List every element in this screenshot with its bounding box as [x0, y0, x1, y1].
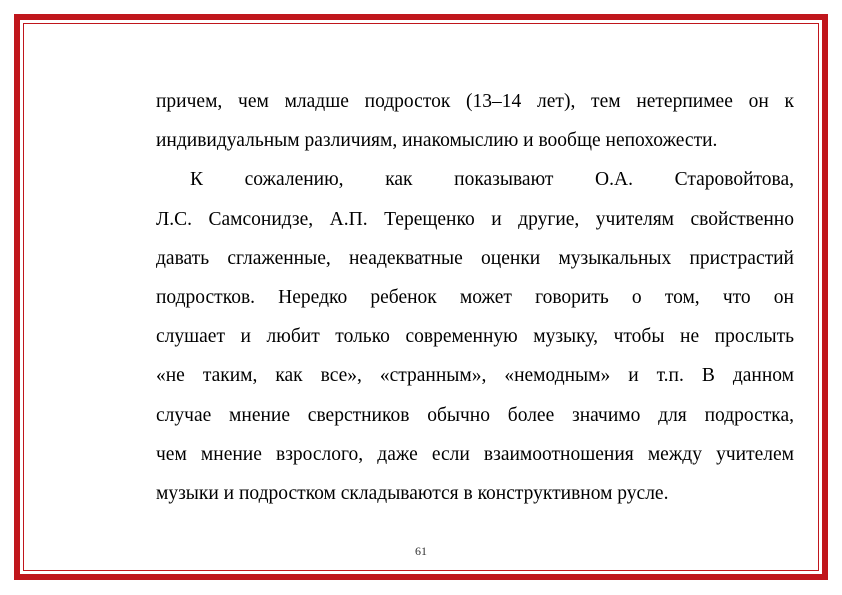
text-line-1: причем, чем младше подросток (13–14 лет), тем нетерпимее он к [156, 91, 794, 112]
text-line-9: случае мнение сверстников обычно более значимо для подростка, [156, 404, 794, 426]
text-line-10: чем мнение взрослого, даже если взаимоотношения между учителем [156, 443, 794, 465]
text-line-7: слушает и любит только современную музыку, чтобы не прослыть [156, 326, 794, 348]
text-line-4: Л.С. Самсонидзе, А.П. Терещенко и другие, учителям свойственно [156, 208, 794, 230]
body-text [156, 82, 794, 513]
text-line-8: «не таким, как все», «странным», «немодным» и т.п. В данном [156, 365, 794, 387]
text-line-5: давать сглаженные, неадекватные оценки музыкальных пристрастий [156, 247, 794, 269]
text-line-3: К сожалению, как показывают О.А. Старовойтова, [190, 169, 794, 191]
text-line-6: подростков. Нередко ребенок может говорить о том, что он [156, 286, 794, 308]
text-line-11: музыки и подростком складываются в конструктивном русле. [156, 482, 669, 504]
text-line-2: индивидуальным различиям, инакомыслию и вообще непохожести. [156, 130, 718, 152]
page-number: 61 [415, 544, 427, 558]
